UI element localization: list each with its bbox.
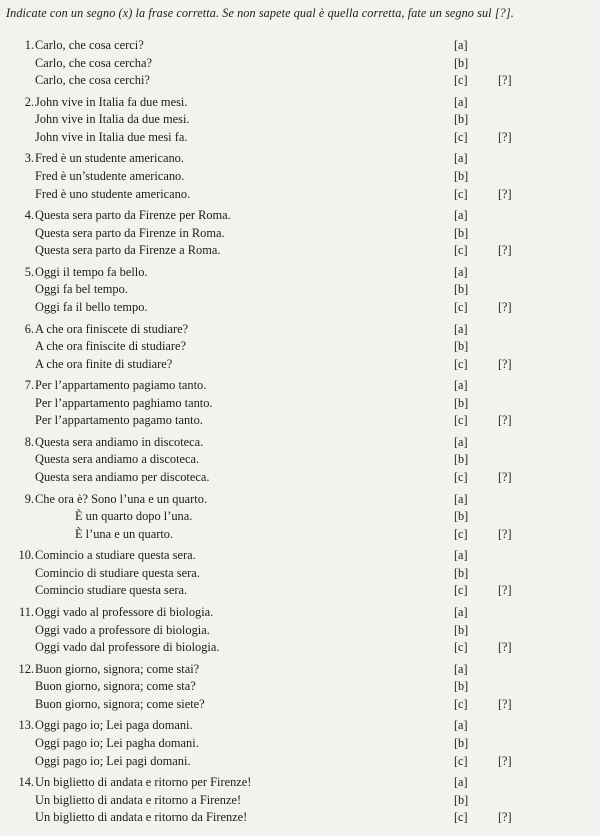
answer-box-b[interactable]: [b] [454,622,469,637]
option-sentence: Buon giorno, signora; come stai? [35,661,200,676]
option-sentence: Che ora è? Sono l’una e un quarto. [35,491,208,506]
answer-box-b[interactable]: [b] [454,168,469,183]
unknown-box[interactable]: [?] [498,129,512,144]
unknown-box[interactable]: [?] [498,186,512,201]
option-sentence: Carlo, che cosa cerci? [35,38,144,52]
unknown-box[interactable]: [?] [498,356,512,371]
answer-box-a[interactable]: [a] [454,321,468,336]
unknown-box[interactable]: [?] [498,470,512,485]
answer-box-c[interactable]: [c] [454,470,468,485]
option-sentence: Fred è uno studente americano. [35,186,191,201]
answer-box-b[interactable]: [b] [454,679,469,694]
answer-box-c[interactable]: [c] [454,356,468,371]
answer-box-b[interactable]: [b] [454,282,469,297]
answer-box-a[interactable]: [a] [454,718,468,733]
answer-box-a[interactable]: [a] [454,605,468,619]
answer-box-c[interactable]: [c] [454,640,468,655]
answer-box-b[interactable]: [b] [454,452,469,467]
answer-box-c[interactable]: [c] [454,129,468,144]
answer-box-c[interactable]: [c] [454,526,468,541]
answer-box-b[interactable]: [b] [454,735,469,750]
answer-box-b[interactable]: [b] [454,225,469,240]
option-sentence: John vive in Italia due mesi fa. [35,129,188,144]
answer-box-a[interactable]: [a] [454,151,468,166]
option-sentence: Oggi vado dal professore di biologia. [35,640,220,655]
answer-box-a[interactable]: [a] [454,548,468,563]
answer-box-a[interactable]: [a] [454,38,468,52]
answer-box-c[interactable]: [c] [454,753,468,768]
answer-box-c[interactable]: [c] [454,810,468,825]
answer-box-b[interactable]: [b] [454,339,469,354]
option-sentence: Per l’appartamento pagiamo tanto. [35,378,207,393]
answer-box-b[interactable]: [b] [454,792,469,807]
unknown-box[interactable]: [?] [498,299,512,314]
answer-box-c[interactable]: [c] [454,696,468,711]
option-sentence: A che ora finite di studiare? [35,356,173,371]
answer-box-a[interactable]: [a] [454,434,468,449]
answer-box-c[interactable]: [c] [454,413,468,428]
option-sentence: Oggi fa il bello tempo. [35,299,148,314]
answer-box-a[interactable]: [a] [454,661,468,676]
option-sentence: Questa sera parto da Firenze per Roma. [35,208,231,223]
question-number: 5. [24,264,34,279]
unknown-box[interactable]: [?] [498,640,512,655]
option-sentence: Carlo, che cosa cerchi? [35,73,150,88]
answer-box-b[interactable]: [b] [454,112,469,127]
answer-box-b[interactable]: [b] [454,509,469,524]
answer-box-b[interactable]: [b] [454,55,469,70]
question-number: 10. [18,548,34,563]
answer-box-a[interactable]: [a] [454,491,468,506]
option-sentence: Questa sera andiamo a discoteca. [35,452,200,467]
question-number: 7. [24,378,34,393]
instructions: Indicate con un segno (x) la frase corretta. Se non sapete qual è quella corretta, fate un segno sul [?]. [6,6,514,20]
option-sentence: Buon giorno, signora; come sta? [35,679,196,694]
answer-box-a[interactable]: [a] [454,94,468,109]
unknown-box[interactable]: [?] [498,413,512,428]
answer-box-a[interactable]: [a] [454,208,468,223]
answer-box-a[interactable]: [a] [454,264,468,279]
answer-box-a[interactable]: [a] [454,378,468,393]
option-sentence: Fred è un studente americano. [35,151,184,166]
option-sentence: Oggi pago io; Lei paga domani. [35,718,193,733]
question-number: 9. [24,491,34,506]
question-number: 12. [18,661,34,676]
answer-box-c[interactable]: [c] [454,186,468,201]
answer-box-c[interactable]: [c] [454,299,468,314]
question-number: 3. [24,151,34,166]
unknown-box[interactable]: [?] [498,583,512,598]
option-sentence: È l’una e un quarto. [75,526,174,541]
option-sentence: John vive in Italia fa due mesi. [35,94,188,109]
unknown-box[interactable]: [?] [498,753,512,768]
answer-box-c[interactable]: [c] [454,583,468,598]
option-sentence: Oggi pago io; Lei pagi domani. [35,753,191,768]
question-number: 13. [18,718,34,733]
unknown-box[interactable]: [?] [498,243,512,258]
option-sentence: Carlo, che cosa cercha? [35,55,152,70]
unknown-box[interactable]: [?] [498,810,512,825]
answer-box-c[interactable]: [c] [454,73,468,88]
option-sentence: Questa sera parto da Firenze a Roma. [35,243,221,258]
option-sentence: Oggi il tempo fa bello. [35,264,148,279]
option-sentence: Per l’appartamento paghiamo tanto. [35,395,213,410]
question-number: 2. [24,94,34,109]
option-sentence: Un biglietto di andata e ritorno da Firenze! [35,810,248,825]
question-number: 8. [24,434,34,449]
question-number: 14. [18,775,34,790]
question-number: 4. [24,208,34,223]
unknown-box[interactable]: [?] [498,73,512,88]
question-number: 11. [18,605,34,619]
question-number: 6. [24,321,34,336]
answer-box-c[interactable]: [c] [454,243,468,258]
option-sentence: Un biglietto di andata e ritorno per Firenze! [35,775,252,790]
option-sentence: A che ora finiscete di studiare? [35,321,189,336]
option-sentence: Comincio a studiare questa sera. [35,548,196,563]
option-sentence: A che ora finiscite di studiare? [35,339,187,354]
answer-box-b[interactable]: [b] [454,395,469,410]
option-sentence: Oggi vado a professore di biologia. [35,622,210,637]
option-sentence: Per l’appartamento pagamo tanto. [35,413,203,428]
option-sentence: Oggi vado al professore di biologia. [35,605,214,619]
option-sentence: Un biglietto di andata e ritorno a Firenze! [35,792,242,807]
option-sentence: Comincio di studiare questa sera. [35,565,200,580]
option-sentence: Comincio studiare questa sera. [35,583,188,598]
unknown-box[interactable]: [?] [498,526,512,541]
option-sentence: Questa sera parto da Firenze in Roma. [35,225,225,240]
option-sentence: Questa sera andiamo per discoteca. [35,470,210,485]
option-sentence: È un quarto dopo l’una. [75,509,193,524]
unknown-box[interactable]: [?] [498,696,512,711]
option-sentence: Buon giorno, signora; come siete? [35,696,205,711]
option-sentence: Fred è un’studente americano. [35,168,185,183]
option-sentence: Oggi fa bel tempo. [35,282,128,297]
answer-box-b[interactable]: [b] [454,565,469,580]
option-sentence: Oggi pago io; Lei pagha domani. [35,735,199,750]
option-sentence: Questa sera andiamo in discoteca. [35,434,204,449]
question-number: 1. [24,38,34,52]
answer-box-a[interactable]: [a] [454,775,468,790]
option-sentence: John vive in Italia da due mesi. [35,112,190,127]
